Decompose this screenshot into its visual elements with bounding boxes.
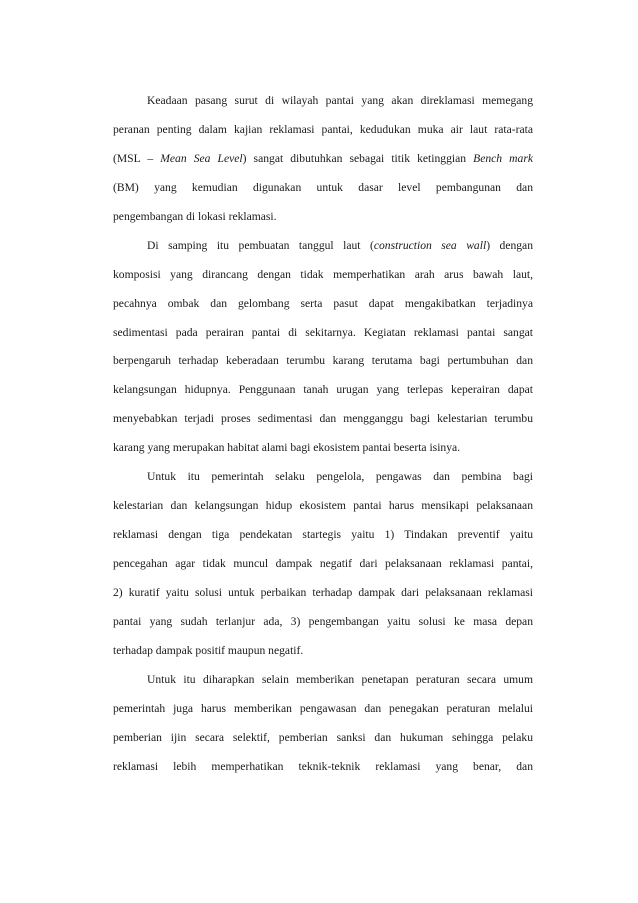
text-line: kelangsungan hidupnya. Penggunaan tanah urugan yang terlepas keperairan dapat <box>113 383 533 397</box>
text-line <box>113 145 533 174</box>
text-segment: (MSL – <box>113 151 161 165</box>
text-line: pengembangan di lokasi reklamasi. <box>113 209 277 223</box>
text-line: reklamasi dengan tiga pendekatan startegis yaitu 1) Tindakan preventif yaitu <box>113 528 533 542</box>
paragraph <box>113 463 533 666</box>
text-line: Untuk itu diharapkan selain memberikan penetapan peraturan secara umum <box>147 672 533 686</box>
text-line: Keadaan pasang surut di wilayah pantai yang akan direklamasi memegang <box>147 94 533 107</box>
italic-term: construction sea wall <box>373 238 487 252</box>
italic-term: Mean Sea Level <box>160 151 243 165</box>
text-line: sedimentasi pada perairan pantai di sekitarnya. Kegiatan reklamasi pantai sangat <box>113 325 533 339</box>
text-line: berpengaruh terhadap keberadaan terumbu karang terutama bagi pertumbuhan dan <box>113 354 533 368</box>
text-line: Untuk itu pemerintah selaku pengelola, pengawas dan pembina bagi <box>147 470 533 484</box>
text-line: komposisi yang dirancang dengan tidak memperhatikan arah arus bawah laut, <box>113 267 533 281</box>
text-segment: Di samping itu pembuatan tanggul laut ( <box>147 238 374 252</box>
text-line: karang yang merupakan habitat alami bagi ekosistem pantai beserta isinya. <box>113 441 461 455</box>
text-line: terhadap dampak positif maupun negatif. <box>113 643 304 657</box>
text-line: pencegahan agar tidak muncul dampak negatif dari pelaksanaan reklamasi pantai, <box>113 557 533 570</box>
text-line: reklamasi lebih memperhatikan teknik-teknik reklamasi yang benar, dan <box>113 759 533 773</box>
text-line: pantai yang sudah terlanjur ada, 3) pengembangan yaitu solusi ke masa depan <box>113 614 533 628</box>
text-line: menyebabkan terjadi proses sedimentasi dan mengganggu bagi kelestarian terumbu <box>113 412 533 426</box>
italic-term: Bench mark <box>473 151 533 165</box>
text-line <box>113 232 533 261</box>
paragraph <box>113 666 533 782</box>
text-line: (BM) yang kemudian digunakan untuk dasar level pembangunan dan <box>113 180 533 194</box>
text-line: pemerintah juga harus memberikan pengawasan dan penegakan peraturan melalui <box>113 701 533 715</box>
document-body <box>113 87 533 782</box>
text-segment: ) sangat dibutuhkan sebagai titik ketinggian <box>242 151 474 165</box>
text-line: kelestarian dan kelangsungan hidup ekosistem pantai harus mensikapi pelaksanaan <box>113 499 533 513</box>
paragraph <box>113 87 533 232</box>
paragraph <box>113 232 533 464</box>
text-line: pemberian ijin secara selektif, pemberian sanksi dan hukuman sehingga pelaku <box>113 730 533 744</box>
text-segment: ) dengan <box>486 238 533 252</box>
text-line: peranan penting dalam kajian reklamasi pantai, kedudukan muka air laut rata-rata <box>113 122 533 136</box>
text-line: 2) kuratif yaitu solusi untuk perbaikan terhadap dampak dari pelaksanaan reklamasi <box>113 585 533 599</box>
text-line: pecahnya ombak dan gelombang serta pasut dapat mengakibatkan terjadinya <box>113 296 533 310</box>
